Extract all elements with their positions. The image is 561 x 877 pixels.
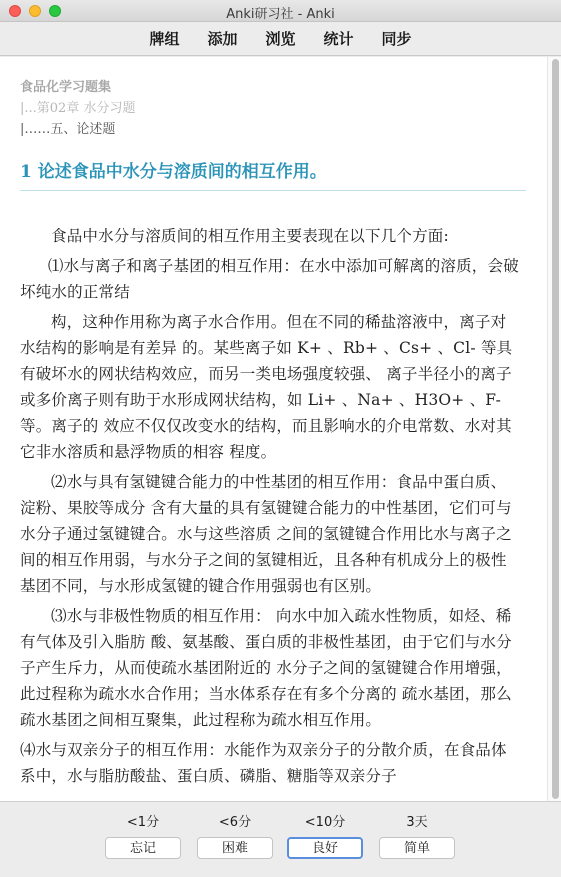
- answer-paragraph: 食品中水分与溶质间的相互作用主要表现在以下几个方面:: [51, 227, 449, 245]
- answer-paragraph: ⑶水与非极性物质的相互作用： 向水中加入疏水性物质，如烃、稀有气体及引入脂肪 酸、氨基酸、蛋白质的非极性基团，由于它们与水分子产生斥力，从而使疏水基团附近的 水分子之间的氢键键合作用增强，此过程称为疏水水合作用；当水体系存在有多个分离的 疏水基团，那么疏水基团之间相互聚集，此过程称为疏水相互作用。: [20, 607, 512, 729]
- card-question: 1 论述食品中水分与溶质间的相互作用。: [20, 162, 327, 182]
- breadcrumb-deck: 食品化学习题集: [20, 80, 112, 95]
- breadcrumb: [20, 77, 135, 140]
- easy-button[interactable]: 简单: [379, 837, 455, 859]
- ease-hard-group: [197, 813, 273, 859]
- answer-paragraph: ⑴水与离子和离子基团的相互作用：在水中添加可解离的溶质，会破坏纯水的正常结: [20, 257, 519, 301]
- answer-paragraph: ⑷水与双亲分子的相互作用：水能作为双亲分子的分散介质，在食品体系中，水与脂肪酸盐、蛋白质、磷脂、糖脂等双亲分子: [20, 741, 507, 785]
- toolbar-sync[interactable]: 同步: [381, 30, 412, 48]
- card-answer: [20, 223, 520, 793]
- ease-good-group: [287, 813, 363, 859]
- card-content: [0, 57, 561, 801]
- ease-hard-interval: <6分: [218, 815, 252, 830]
- toolbar-add[interactable]: 添加: [207, 30, 238, 48]
- main-toolbar: [0, 22, 561, 56]
- ease-good-interval: <10分: [304, 815, 346, 830]
- breadcrumb-section: |……五、论述题: [20, 122, 116, 137]
- toolbar-stats[interactable]: 统计: [323, 30, 354, 48]
- ease-again-group: [105, 813, 181, 859]
- again-button[interactable]: 忘记: [105, 837, 181, 859]
- question-answer-divider: [20, 190, 526, 191]
- good-button[interactable]: 良好: [287, 837, 363, 859]
- answer-paragraph: ⑵水与具有氢键键合能力的中性基团的相互作用：食品中蛋白质、淀粉、果胶等成分 含有大量的具有氢键键合能力的中性基团，它们可与水分子通过氢键键合。水与这些溶质 之间的氢键键合作用比水与离子之间的相互作用弱，与水分子之间的氢键相近，且各种有机成分上的极性基团不同，与水形成氢键的键合作用强弱也有区别。: [20, 473, 512, 595]
- answer-paragraph: 构，这种作用称为离子水合作用。但在不同的稀盐溶液中，离子对水结构的影响是有差异 的。某些离子如 K+ 、Rb+ 、Cs+ 、Cl- 等具有破坏水的网状结构效应，而另一类电场强度较强、 离子半径小的离子或多价离子则有助于水形成网状结构，如 Li+ 、Na+ 、H3O+ 、F-等。离子的 效应不仅仅改变水的结构，而且影响水的介电常数、水对其它非水溶质和悬浮物质的相容 程度。: [20, 313, 513, 461]
- hard-button[interactable]: 困难: [197, 837, 273, 859]
- breadcrumb-chapter: |...第02章 水分习题: [20, 101, 136, 116]
- vertical-scrollbar[interactable]: [547, 57, 561, 801]
- window-title: Anki研习社 - Anki: [226, 7, 335, 22]
- scrollbar-thumb[interactable]: [552, 59, 559, 799]
- ease-again-interval: <1分: [126, 815, 160, 830]
- toolbar-decks[interactable]: 牌组: [149, 30, 180, 48]
- ease-easy-interval: 3天: [406, 815, 428, 830]
- toolbar-browse[interactable]: 浏览: [265, 30, 296, 48]
- answer-bar: [0, 801, 561, 877]
- ease-easy-group: [379, 813, 455, 859]
- title-bar: [0, 0, 561, 22]
